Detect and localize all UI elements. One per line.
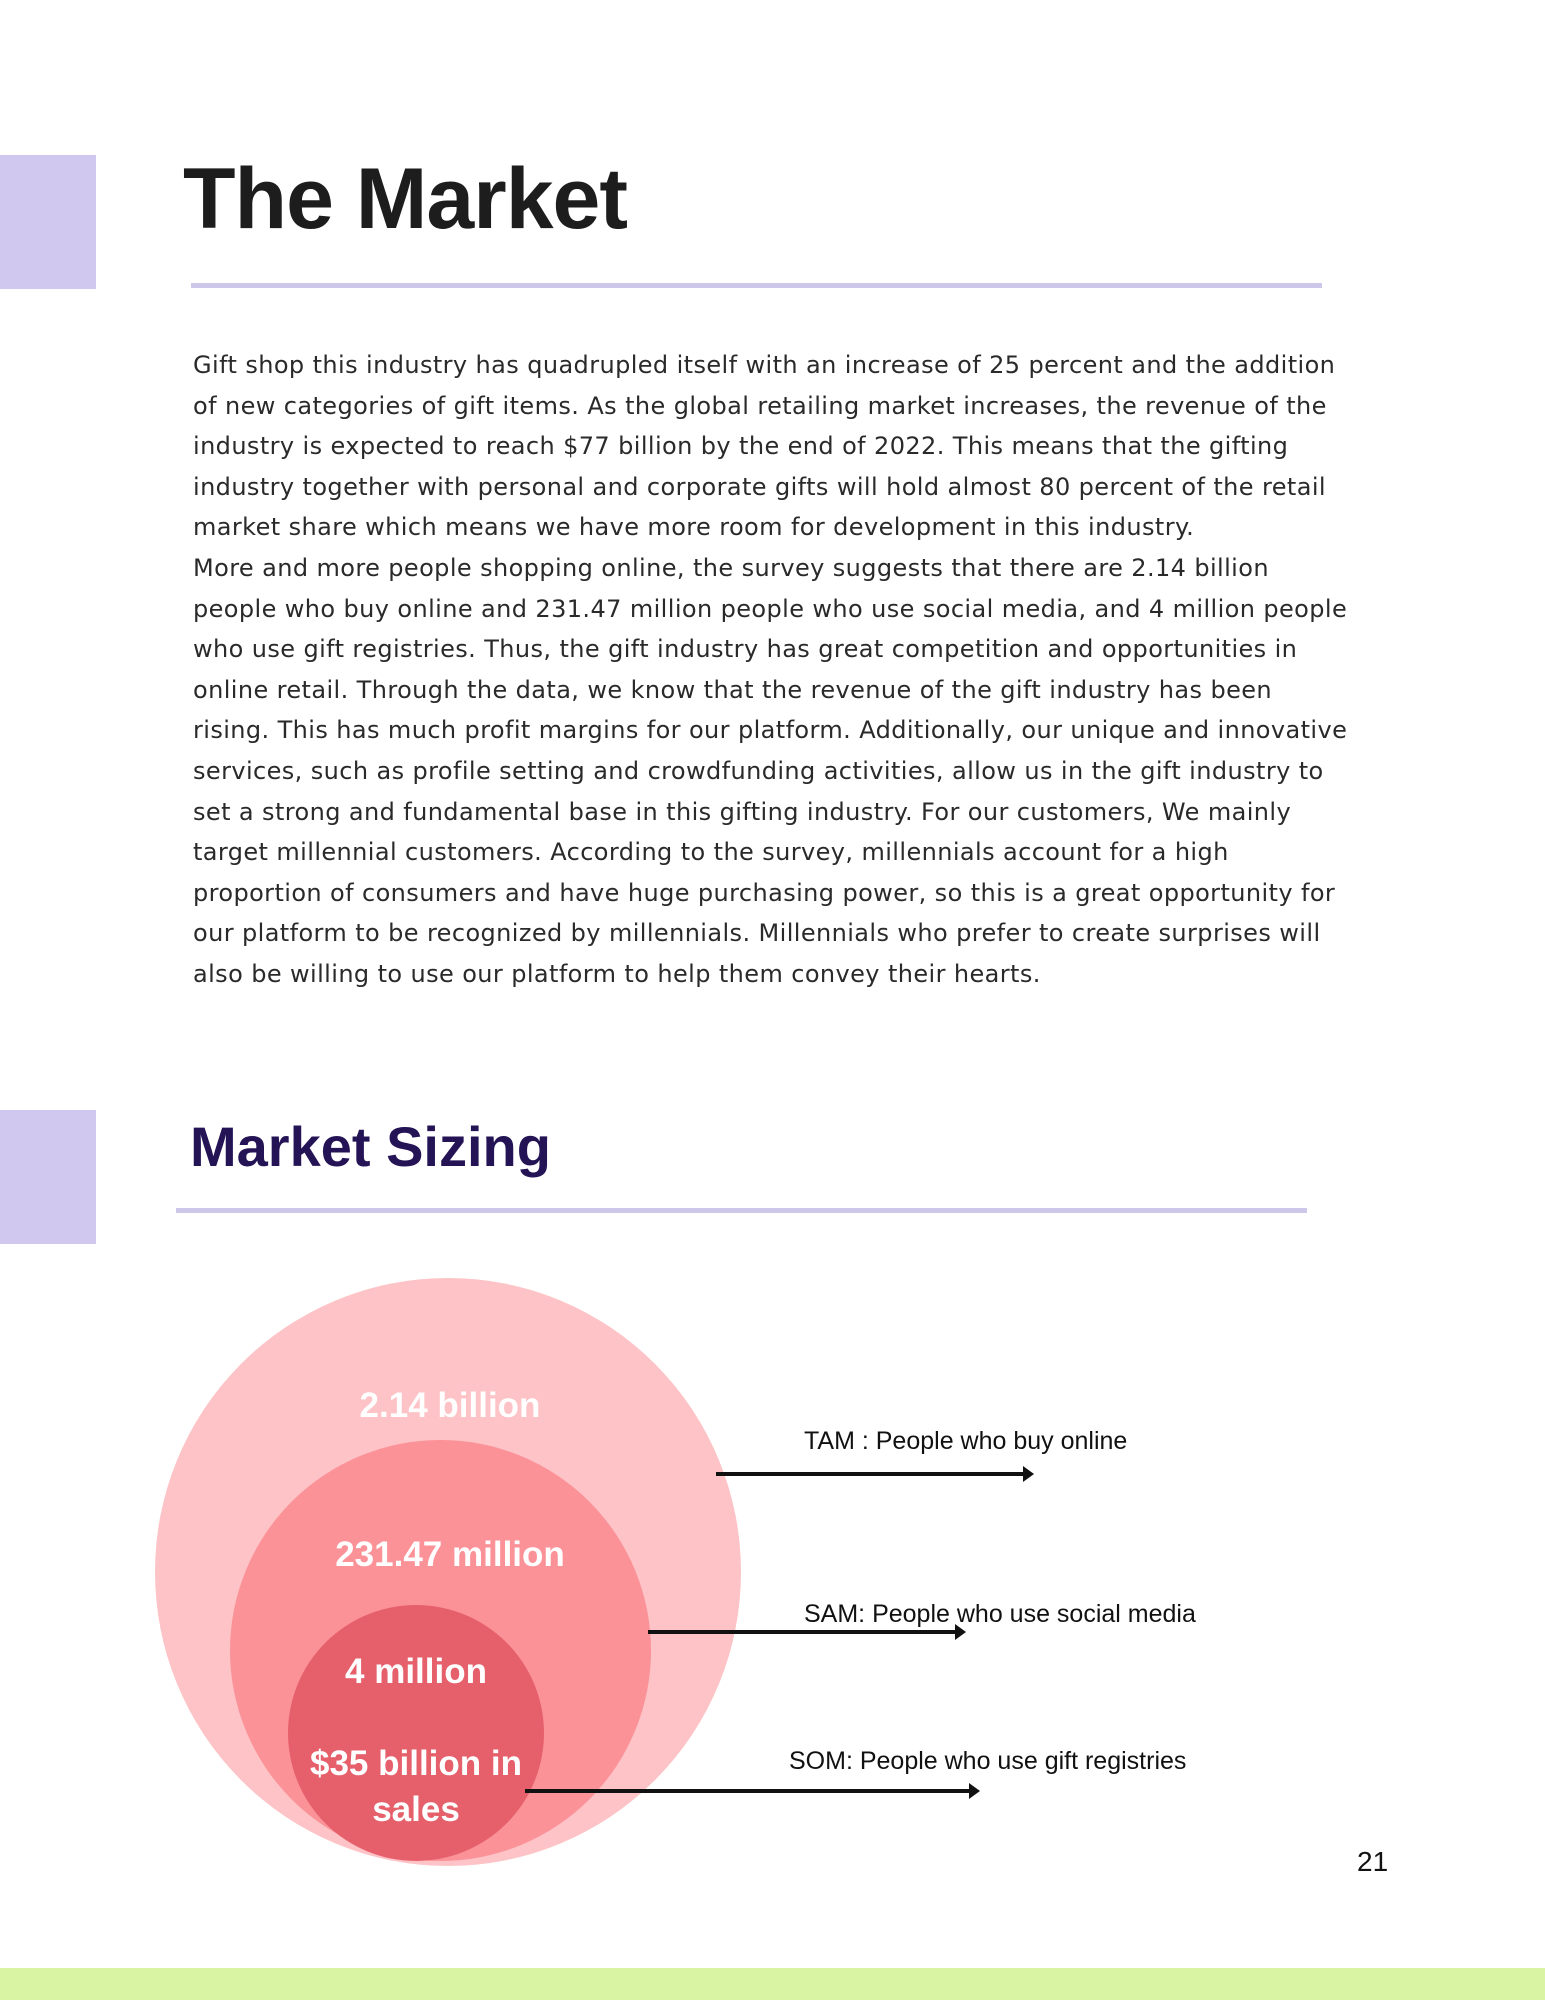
title-divider <box>191 283 1322 288</box>
som-value: 4 million <box>345 1652 487 1691</box>
subtitle-divider <box>176 1208 1307 1213</box>
page-title: The Market <box>183 151 628 247</box>
paragraph-2: More and more people shopping online, the survey suggests that there are 2.14 billion people who buy online and 231.47 million people who use social media, and 4 million people who use gift registries. Thus, the gift industry has great competition and opportunities in online retail. Through the data, we know that the revenue of the gift industry has been rising. This has much profit margins for our platform. Additionally, our unique and innovative services, such as profile setting and crowdfunding activities, allow us in the gift industry to set a strong and fundamental base in this gifting industry. For our customers, We mainly target millennial customers. According to the survey, millennials account for a high proportion of consumers and have huge purchasing power, so this is a great opportunity for our platform to be recognized by millennials. Millennials who prefer to create surprises will also be willing to use our platform to help them convey their hearts. <box>193 553 1348 988</box>
paragraph-1: Gift shop this industry has quadrupled itself with an increase of 25 percent and the addition of new categories of gift items. As the global retailing market increases, the revenue of the industry is expected to reach $77 billion by the end of 2022. This means that the gifting industry together with personal and corporate gifts will hold almost 80 percent of the retail market share which means we have more room for development in this industry. <box>193 351 1336 542</box>
tam-value: 2.14 billion <box>359 1386 541 1425</box>
sam-value: 231.47 million <box>335 1535 565 1574</box>
title-accent-block <box>0 155 96 289</box>
page-number: 21 <box>1357 1846 1389 1877</box>
tam-annotation: TAM : People who buy online <box>804 1427 1128 1455</box>
footer-band <box>0 1968 1545 2000</box>
som-sales-value <box>266 1741 566 1833</box>
tam-arrow <box>716 1472 1026 1476</box>
subtitle-accent-block <box>0 1110 96 1244</box>
som-sales-line-1: $35 billion in <box>310 1744 522 1783</box>
sam-arrow <box>648 1630 958 1634</box>
market-description <box>193 345 1353 995</box>
som-arrow <box>525 1789 972 1793</box>
som-annotation: SOM: People who use gift registries <box>789 1747 1187 1775</box>
section-subtitle: Market Sizing <box>190 1115 551 1178</box>
sam-annotation: SAM: People who use social media <box>804 1600 1196 1628</box>
som-sales-line-2: sales <box>372 1790 460 1829</box>
